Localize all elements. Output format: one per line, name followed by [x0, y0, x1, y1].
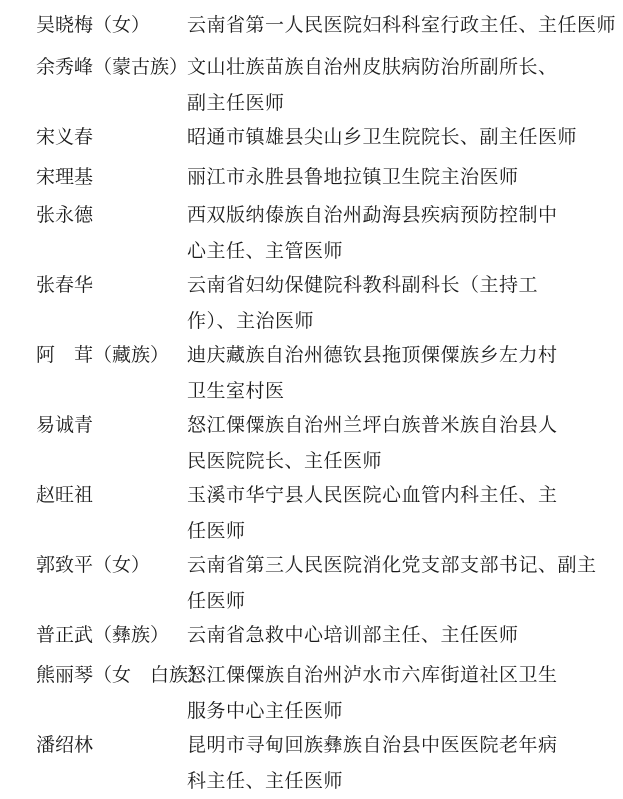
person-title — [187, 119, 597, 155]
title-line: 服务中心主任医师 — [187, 700, 344, 722]
person-name: 熊丽琴（女 白族） — [36, 664, 208, 686]
title-line: 怒江傈僳族自治州兰坪白族普米族自治县人 — [187, 414, 558, 436]
title-line: 玉溪市华宁县人民医院心血管内科主任、主 — [187, 484, 558, 506]
person-name: 赵旺祖 — [36, 484, 94, 506]
title-line: 西双版纳傣族自治州勐海县疾病预防控制中 — [187, 204, 558, 226]
title-line: 昭通市镇雄县尖山乡卫生院院长、副主任医师 — [187, 126, 578, 148]
title-line: 心主任、主管医师 — [187, 240, 344, 262]
person-title — [187, 727, 597, 799]
title-line: 云南省妇幼保健院科教科副科长（主持工 — [187, 274, 539, 296]
person-name: 余秀峰（蒙古族） — [36, 56, 189, 78]
person-title — [187, 617, 597, 653]
person-title — [187, 197, 597, 269]
person-title — [187, 49, 597, 121]
person-title — [187, 547, 597, 619]
person-name: 易诚青 — [36, 414, 94, 436]
person-title — [187, 657, 597, 729]
title-line: 怒江傈僳族自治州泸水市六库街道社区卫生 — [187, 664, 558, 686]
person-name: 张春华 — [36, 274, 94, 296]
person-title — [187, 407, 597, 479]
title-line: 文山壮族苗族自治州皮肤病防治所副所长、 — [187, 56, 558, 78]
person-name: 吴晓梅（女） — [36, 14, 151, 36]
person-name: 郭致平（女） — [36, 554, 151, 576]
person-name: 普正武（彝族） — [36, 624, 170, 646]
person-name: 潘绍林 — [36, 734, 94, 756]
person-title — [187, 267, 597, 339]
person-name: 阿 茸（藏族） — [36, 344, 170, 366]
title-line: 云南省急救中心培训部主任、主任医师 — [187, 624, 519, 646]
title-line: 卫生室村医 — [187, 380, 285, 402]
title-line: 副主任医师 — [187, 92, 285, 114]
title-line: 丽江市永胜县鲁地拉镇卫生院主治医师 — [187, 166, 519, 188]
person-title — [187, 337, 597, 409]
title-line: 科主任、主任医师 — [187, 770, 344, 792]
person-title — [187, 159, 597, 195]
title-line: 民医院院长、主任医师 — [187, 450, 383, 472]
person-name: 宋义春 — [36, 126, 94, 148]
title-line: 作）、主治医师 — [187, 310, 315, 332]
person-title — [187, 477, 597, 549]
title-line: 昆明市寻甸回族彝族自治县中医医院老年病 — [187, 734, 558, 756]
title-line: 任医师 — [187, 520, 246, 542]
title-line: 云南省第三人民医院消化党支部支部书记、副主 — [187, 554, 597, 576]
title-line: 迪庆藏族自治州德钦县拖顶傈僳族乡左力村 — [187, 344, 558, 366]
person-title — [187, 7, 617, 43]
title-line: 任医师 — [187, 590, 246, 612]
person-name: 张永德 — [36, 204, 94, 226]
person-name: 宋理基 — [36, 166, 94, 188]
title-line: 云南省第一人民医院妇科科室行政主任、主任医师 — [187, 14, 617, 36]
